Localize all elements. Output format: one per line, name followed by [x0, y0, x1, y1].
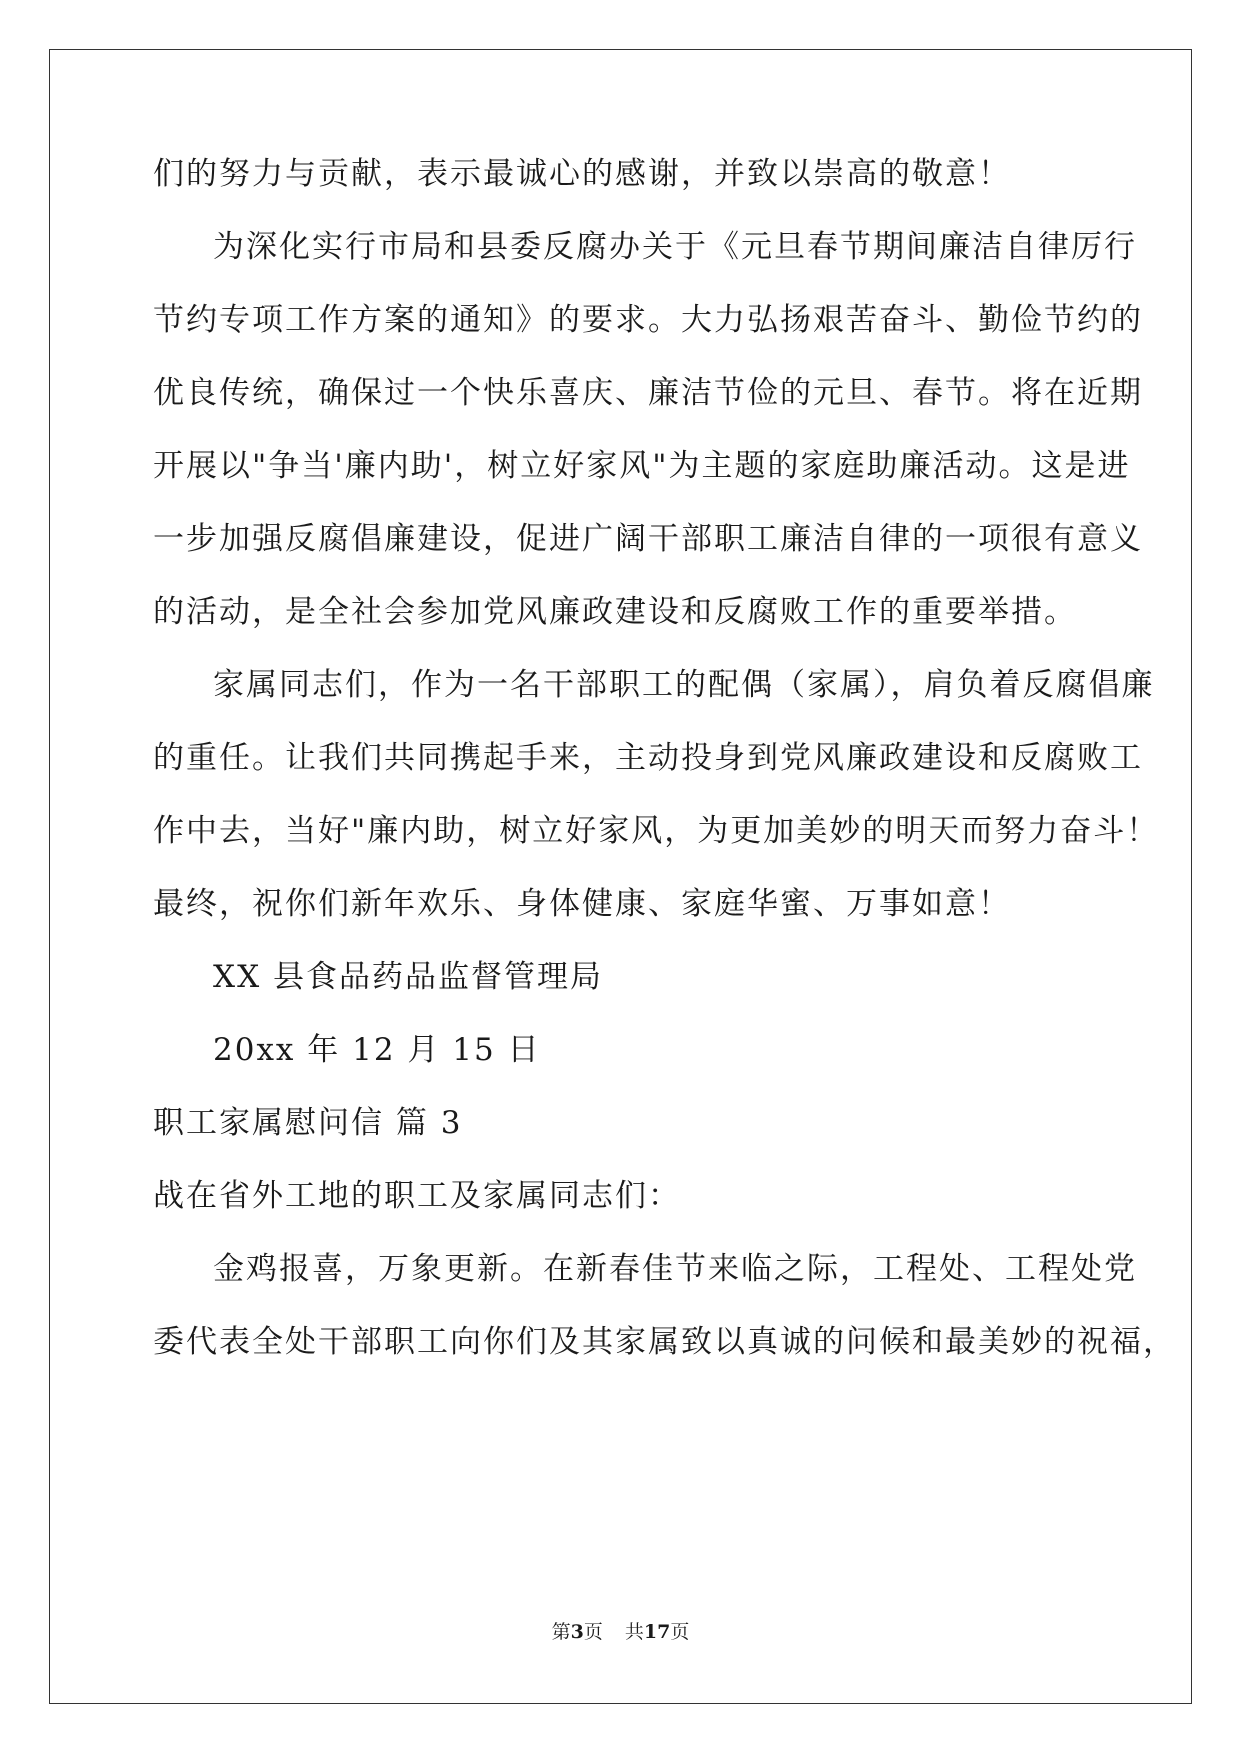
- signature-date: 20xx 年 12 月 15 日: [213, 1032, 541, 1068]
- paragraph-start: 金鸡报喜，万象更新。在新春佳节来临之际，工程处、工程处党: [213, 1251, 1137, 1287]
- text-line: 委代表全处干部职工向你们及其家属致以真诚的问候和最美妙的祝福，: [153, 1324, 1176, 1360]
- salutation: 战在省外工地的职工及家属同志们：: [153, 1178, 681, 1214]
- text-line: 节约专项工作方案的通知》的要求。大力弘扬艰苦奋斗、勤俭节约的: [153, 302, 1143, 338]
- paragraph-start: 家属同志们，作为一名干部职工的配偶（家属），肩负着反腐倡廉: [213, 667, 1155, 703]
- footer-total-pages: 17: [643, 1621, 671, 1643]
- paragraph-start: 为深化实行市局和县委反腐办关于《元旦春节期间廉洁自律厉行: [213, 229, 1137, 265]
- footer-page-number: 3: [570, 1621, 584, 1643]
- text-line: 开展以"争当'廉内助'，树立好家风"为主题的家庭助廉活动。这是进: [153, 448, 1131, 484]
- footer-page-prefix: 第: [551, 1621, 571, 1643]
- footer-total-prefix: 共: [624, 1621, 644, 1643]
- text-line: 的活动，是全社会参加党风廉政建设和反腐败工作的重要举措。: [153, 594, 1077, 630]
- text-line: 的重任。让我们共同携起手来，主动投身到党风廉政建设和反腐败工: [153, 740, 1143, 776]
- text-line: 一步加强反腐倡廉建设，促进广阔干部职工廉洁自律的一项很有意义: [153, 521, 1143, 557]
- footer-page-suffix: 页: [583, 1621, 603, 1643]
- text-line: 们的努力与贡献，表示最诚心的感谢，并致以崇高的敬意！: [153, 156, 1011, 192]
- text-line: 优良传统，确保过一个快乐喜庆、廉洁节俭的元旦、春节。将在近期: [153, 375, 1143, 411]
- text-line: 作中去，当好"廉内助，树立好家风，为更加美妙的明天而努力奋斗！: [153, 813, 1160, 849]
- footer-total-suffix: 页: [670, 1621, 690, 1643]
- text-line: 最终，祝你们新年欢乐、身体健康、家庭华蜜、万事如意！: [153, 886, 1011, 922]
- page-footer: [0, 1617, 1241, 1644]
- section-heading: 职工家属慰问信 篇 3: [153, 1105, 463, 1141]
- signature-org: XX 县食品药品监督管理局: [213, 959, 603, 995]
- page-border: [49, 49, 1192, 1704]
